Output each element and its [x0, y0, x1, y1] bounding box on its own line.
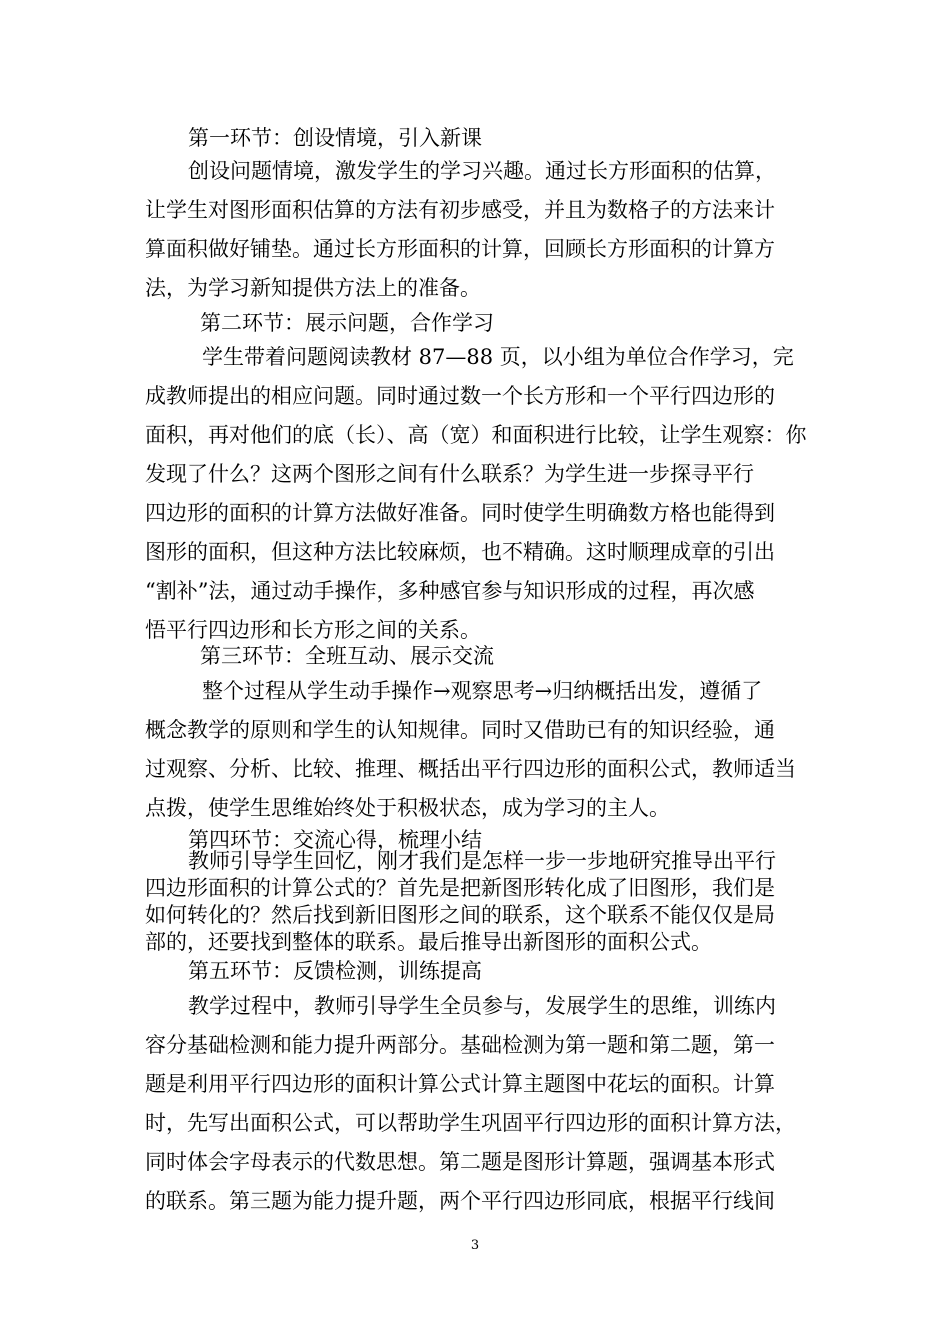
paragraph-line: 容分基础检测和能力提升两部分。基础检测为第一题和第二题，第一: [145, 1033, 775, 1057]
paragraph-line: 算面积做好铺垫。通过长方形面积的计算，回顾长方形面积的计算方: [145, 237, 775, 261]
paragraph-line: 让学生对图形面积估算的方法有初步感受，并且为数格子的方法来计: [145, 198, 775, 222]
section-2-body: [145, 338, 810, 650]
paragraph-line: 整个过程从学生动手操作→观察思考→归纳概括出发，遵循了: [202, 679, 763, 703]
paragraph-line: 四边形的面积的计算方法做好准备。同时使学生明确数方格也能得到: [145, 501, 775, 525]
paragraph-line: 图形的面积，但这种方法比较麻烦，也不精确。这时顺理成章的引出: [145, 540, 775, 564]
paragraph-line: 法，为学习新知提供方法上的准备。: [145, 276, 481, 300]
section-4-heading: 第四环节：交流心得，梳理小结: [188, 828, 482, 852]
section-2-heading: 第二环节：展示问题，合作学习: [200, 311, 494, 335]
paragraph-line: “割补”法，通过动手操作，多种感官参与知识形成的过程，再次感: [145, 579, 755, 603]
paragraph-line: 发现了什么？这两个图形之间有什么联系？为学生进一步探寻平行: [145, 462, 754, 486]
page-number: 3: [470, 1238, 480, 1253]
section-3-body: [145, 672, 810, 828]
section-5-heading: 第五环节：反馈检测，训练提高: [188, 959, 482, 983]
paragraph-line: 教学过程中，教师引导学生全员参与，发展学生的思维，训练内: [188, 994, 776, 1018]
paragraph-line: 题是利用平行四边形的面积计算公式计算主题图中花坛的面积。计算: [145, 1072, 775, 1096]
section-5-body: [145, 987, 810, 1221]
paragraph-line: 过观察、分析、比较、推理、概括出平行四边形的面积公式，教师适当: [145, 757, 796, 781]
paragraph-line: 时，先写出面积公式，可以帮助学生巩固平行四边形的面积计算方法，: [145, 1111, 796, 1135]
paragraph-line: 学生带着问题阅读教材 87—88 页，以小组为单位合作学习，完: [202, 345, 794, 369]
paragraph-line: 四边形面积的计算公式的？首先是把新图形转化成了旧图形，我们是: [145, 876, 775, 900]
paragraph-line: 同时体会字母表示的代数思想。第二题是图形计算题，强调基本形式: [145, 1150, 775, 1174]
paragraph-line: 如何转化的？然后找到新旧图形之间的联系，这个联系不能仅仅是局: [145, 903, 775, 927]
section-4-body: [145, 848, 810, 956]
section-3-heading: 第三环节：全班互动、展示交流: [200, 644, 494, 668]
paragraph-line: 面积，再对他们的底（长）、高（宽）和面积进行比较，让学生观察：你: [145, 423, 807, 447]
paragraph-line: 部的，还要找到整体的联系。最后推导出新图形的面积公式。: [145, 930, 712, 954]
paragraph-line: 创设问题情境，激发学生的学习兴趣。通过长方形面积的估算，: [188, 159, 776, 183]
paragraph-line: 悟平行四边形和长方形之间的关系。: [145, 618, 481, 642]
section-1-body: [145, 152, 810, 308]
paragraph-line: 点拨，使学生思维始终处于积极状态，成为学习的主人。: [145, 796, 670, 820]
paragraph-line: 成教师提出的相应问题。同时通过数一个长方形和一个平行四边形的: [145, 384, 775, 408]
paragraph-line: 的联系。第三题为能力提升题，两个平行四边形同底，根据平行线间: [145, 1189, 775, 1213]
section-1-heading: 第一环节：创设情境，引入新课: [188, 126, 482, 150]
paragraph-line: 教师引导学生回忆，刚才我们是怎样一步一步地研究推导出平行: [188, 849, 776, 873]
paragraph-line: 概念教学的原则和学生的认知规律。同时又借助已有的知识经验，通: [145, 718, 775, 742]
